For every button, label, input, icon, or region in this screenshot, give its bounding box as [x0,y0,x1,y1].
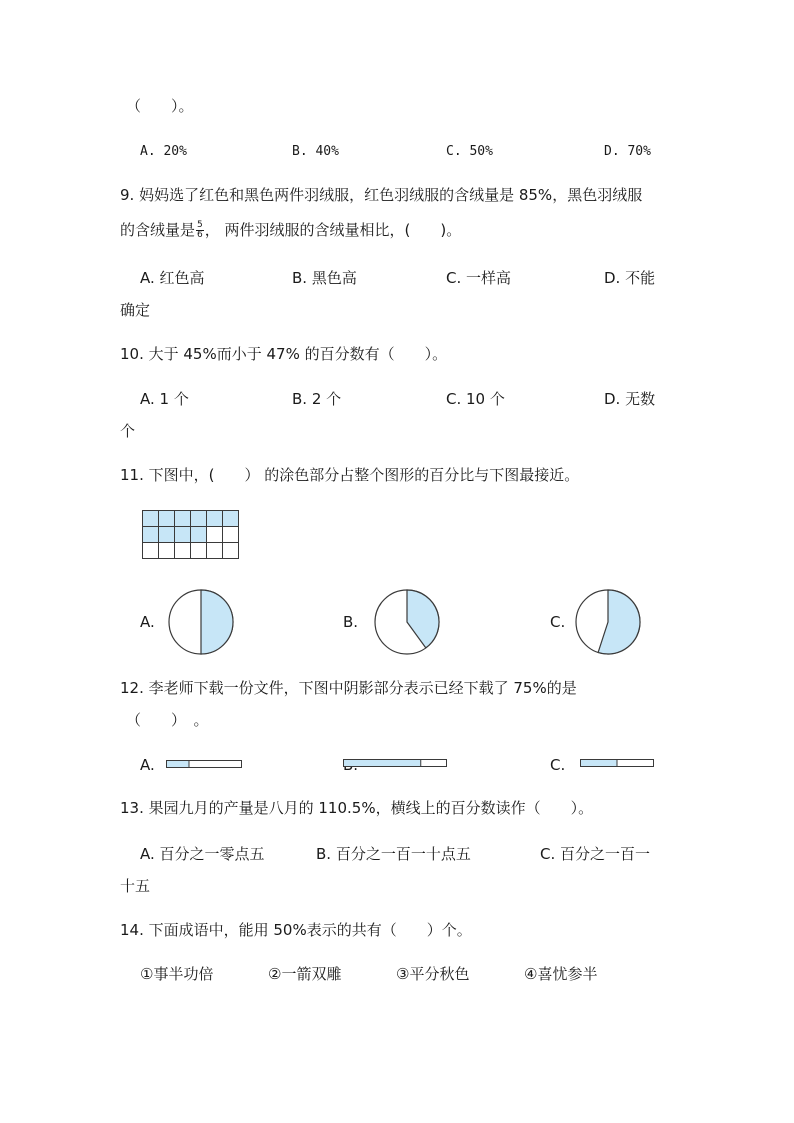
q11-option-b-label: B. [343,613,359,631]
q9-stem-line2 [120,220,461,240]
q12-blank: （ ） 。 [126,711,209,729]
grid-cell [175,543,191,559]
grid-cell [143,543,159,559]
q8-option-c: C. 50% [446,144,493,159]
q9-option-d-wrap: 确定 [120,301,151,319]
q9-stem-line2-start: 的含绒量是 [120,221,196,239]
grid-cell [223,511,239,527]
q13-stem: 13. 果园九月的产量是八月的 110.5%，横线上的百分数读作（ ）。 [120,799,594,817]
grid-cell [207,527,223,543]
grid-cell [207,511,223,527]
q8-option-d: D. 70% [604,144,651,159]
q12-option-a-label: A. [140,756,155,774]
bar-shaded-fill [344,760,421,767]
grid-cell [207,543,223,559]
pie-shaded-slice [201,590,233,654]
grid-cell [159,527,175,543]
q10-stem: 10. 大于 45%而小于 47% 的百分数有（ ）。 [120,345,448,363]
q10-option-d-wrap: 个 [120,422,136,440]
q11-option-b-pie [372,587,442,657]
q10-option-b: B. 2 个 [292,390,342,408]
q11-option-c-pie [573,587,643,657]
q11-option-a-label: A. [140,613,155,631]
q14-option-1: ①事半功倍 [140,965,214,983]
grid-cell [143,527,159,543]
q10-option-a: A. 1 个 [140,390,189,408]
grid-cell [159,511,175,527]
q9-option-b: B. 黑色高 [292,269,357,287]
q11-option-a-pie [166,587,236,657]
q13-option-a: A. 百分之一零点五 [140,845,265,863]
q9-option-d: D. 不能 [604,269,656,287]
q14-stem: 14. 下面成语中，能用 50%表示的共有（ ）个。 [120,921,472,939]
q8-blank: （ ）。 [126,97,194,115]
q12-stem: 12. 李老师下载一份文件，下图中阴影部分表示已经下载了 75%的是 [120,679,577,697]
q13-option-c-wrap: 十五 [120,877,151,895]
q9-fraction [196,221,204,240]
grid-cell [143,511,159,527]
grid-cell [191,527,207,543]
q11-stem: 11. 下图中，( ） 的涂色部分占整个图形的百分比与下图最接近。 [120,466,580,484]
q11-reference-grid [142,510,238,558]
grid-cell [191,543,207,559]
q12-option-c-label: C. [550,756,566,774]
q14-option-4: ④喜忧参半 [524,965,598,983]
grid-cell [223,527,239,543]
grid-cell [159,543,175,559]
q9-fraction-numerator: 5 [197,220,203,230]
q9-option-c: C. 一样高 [446,269,512,287]
q9-stem-line1: 9. 妈妈选了红色和黑色两件羽绒服，红色羽绒服的含绒量是 85%，黑色羽绒服 [120,186,643,204]
q10-option-c: C. 10 个 [446,390,505,408]
q13-option-c: C. 百分之一百一 [540,845,651,863]
grid-cell [223,543,239,559]
q9-stem-line2-end: ， 两件羽绒服的含绒量相比，( )。 [204,221,462,239]
q14-option-2: ②一箭双雕 [268,965,342,983]
q12-option-c-bar [580,759,654,767]
q13-option-b: B. 百分之一百一十点五 [316,845,471,863]
q8-option-a: A. 20% [140,144,187,159]
bar-shaded-fill [581,760,618,767]
grid-cell [191,511,207,527]
q8-option-b: B. 40% [292,144,339,159]
bar-shaded-fill [167,761,190,768]
q12-option-b-bar [343,759,447,767]
q11-option-c-label: C. [550,613,566,631]
grid-cell [175,511,191,527]
q9-fraction-denominator: 6 [197,230,203,240]
q12-option-a-bar [166,760,242,768]
q9-option-a: A. 红色高 [140,269,205,287]
q10-option-d: D. 无数 [604,390,656,408]
q14-option-3: ③平分秋色 [396,965,470,983]
grid-cell [175,527,191,543]
